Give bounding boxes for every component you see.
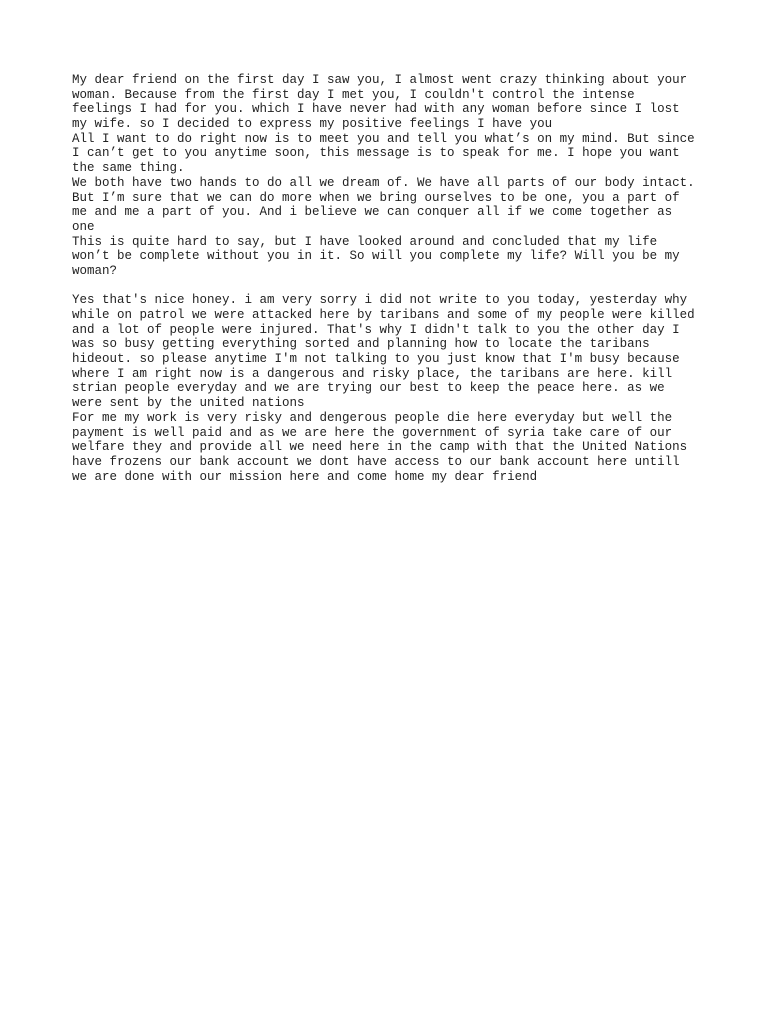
text-line: while on patrol we were attacked here by taribans and some of my people were killed [72, 308, 695, 322]
text-line: woman. Because from the first day I met you, I couldn't control the intense [72, 87, 635, 102]
text-line: welfare they and provide all we need here in the camp with that the United Nations [72, 440, 688, 455]
text-line: were sent by the united nations [72, 396, 305, 411]
text-line: me and me a part of you. And i believe we can conquer all if we come together as [72, 205, 673, 220]
text-line: I can’t get to you anytime soon, this message is to speak for me. I hope you want [72, 146, 680, 161]
text-line: won’t be complete without you in it. So will you complete my life? Will you be my [72, 249, 680, 264]
text-line: where I am right now is a dangerous and risky place, the taribans are here. kill [72, 366, 673, 381]
text-line: the same thing. [72, 161, 185, 176]
text-line: My dear friend on the first day I saw you, I almost went crazy thinking about your [72, 73, 688, 87]
blank-line [72, 279, 712, 294]
text-line: Yes that's nice honey. i am very sorry i did not write to you today, yesterday why [72, 293, 688, 308]
text-line: hideout. so please anytime I'm not talking to you just know that I'm busy because [72, 352, 680, 367]
text-line: and a lot of people were injured. That's why I didn't talk to you the other day I [72, 322, 680, 337]
text-line: was so busy getting everything sorted and planning how to locate the taribans [72, 337, 650, 352]
text-line: For me my work is very risky and dengerous people die here everyday but well the [72, 410, 673, 425]
text-line: we are done with our mission here and come home my dear friend [72, 469, 538, 484]
text-line: But I’m sure that we can do more when we bring ourselves to be one, you a part of [72, 190, 680, 205]
text-line: strian people everyday and we are trying our best to keep the peace here. as we [72, 381, 665, 396]
text-line: have frozens our bank account we dont have access to our bank account here untill [72, 454, 680, 469]
text-line: This is quite hard to say, but I have looked around and concluded that my life [72, 234, 658, 249]
text-line: my wife. so I decided to express my positive feelings I have you [72, 117, 553, 132]
text-line: woman? [72, 263, 118, 278]
document-body [72, 73, 712, 484]
text-line: payment is well paid and as we are here the government of syria take care of our [72, 425, 673, 440]
text-line: one [72, 219, 95, 234]
text-line: We both have two hands to do all we dream of. We have all parts of our body intact. [72, 175, 695, 190]
text-line: feelings I had for you. which I have never had with any woman before since I lost [72, 102, 680, 117]
text-line: All I want to do right now is to meet you and tell you what’s on my mind. But since [72, 131, 695, 146]
